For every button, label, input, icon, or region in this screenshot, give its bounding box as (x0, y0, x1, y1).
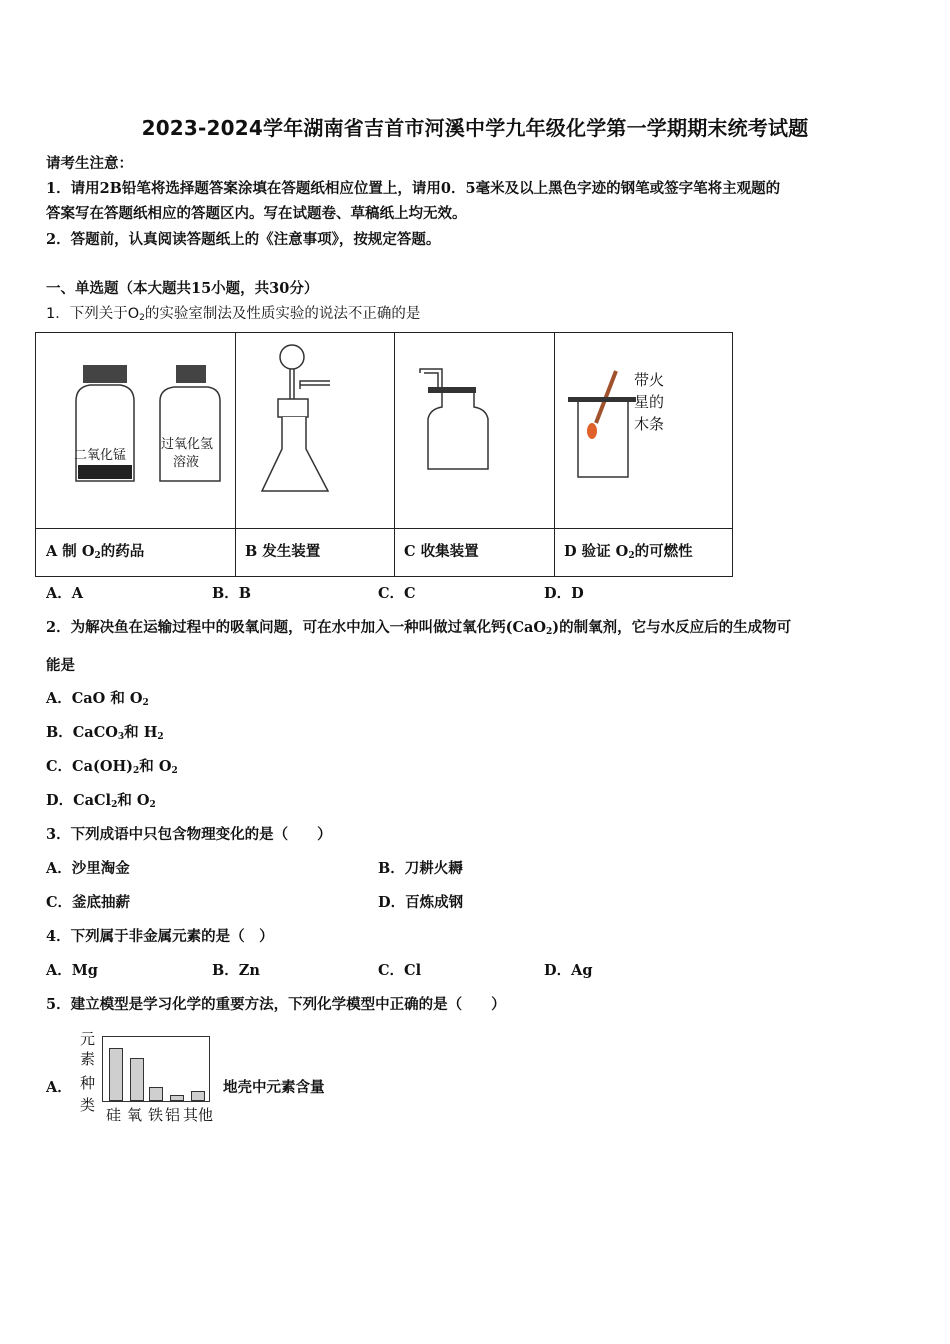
q4-option-a[interactable]: A．Mg (46, 962, 98, 979)
q3-option-c[interactable]: C．釜底抽薪 (46, 894, 131, 911)
notice-line-1a: 1．请用2B铅笔将选择题答案涂填在答题纸相应位置上，请用0．5毫米及以上黑色字迹的钢笔或签字笔将主观题的 (46, 180, 781, 197)
chart-bar-其他 (191, 1091, 205, 1101)
notice-line-1b: 答案写在答题纸相应的答题区内。写在试题卷、草稿纸上均无效。 (46, 205, 467, 222)
page-title: 2023-2024学年湖南省吉首市河溪中学九年级化学第一学期期末统考试题 (141, 116, 809, 140)
bottle-label-h2o2-a: 过氧化氢 (161, 437, 214, 452)
chart-xlabel-1: 氧 (127, 1106, 143, 1124)
q4-option-b[interactable]: B．Zn (212, 962, 260, 979)
q5-model-caption: 地壳中元素含量 (223, 1079, 325, 1096)
chart-ylabel-char-3: 种 (80, 1074, 96, 1092)
q1-option-b[interactable]: B．B (212, 585, 252, 602)
q2-option-a[interactable]: A．CaO 和 $O_2$ (46, 690, 149, 708)
q1-cell-c-label: C 收集装置 (404, 543, 479, 560)
element-content-bar-chart (102, 1036, 210, 1102)
q3-option-b[interactable]: B．刀耕火耨 (378, 860, 463, 877)
q2-option-b[interactable]: B．CaCO$_3$和 $H_2$ (46, 724, 164, 742)
bottle-label-h2o2-b: 溶液 (173, 455, 200, 470)
q3-stem: 3．下列成语中只包含物理变化的是（ ） (46, 826, 332, 843)
q4-stem: 4．下列属于非金属元素的是（ ） (46, 928, 274, 945)
q1-option-c[interactable]: C．C (378, 585, 416, 602)
generator-apparatus-illustration (256, 339, 376, 499)
q4-option-d[interactable]: D．Ag (544, 962, 593, 979)
q2-stem-line2: 能是 (46, 657, 75, 674)
q1-stem: 1．下列关于$O_2$的实验室制法及性质实验的说法不正确的是 (46, 306, 421, 323)
chart-ylabel-char-1: 元 (80, 1030, 96, 1048)
splint-label-c: 木条 (634, 415, 665, 433)
chart-xlabel-2: 铁 (148, 1106, 164, 1124)
q1-cell-b-label: B 发生装置 (245, 543, 321, 560)
q1-cell-a-label: A 制 $O_2$的药品 (46, 543, 145, 561)
q3-option-d[interactable]: D．百炼成钢 (378, 894, 464, 911)
q4-option-c[interactable]: C．Cl (378, 962, 422, 979)
bottle-label-mno2: 二氧化锰 (74, 448, 127, 463)
splint-label-b: 星的 (634, 393, 665, 411)
q2-option-c[interactable]: C．$Ca(OH)_2$和 $O_2$ (46, 758, 178, 776)
chart-ylabel-char-2: 素 (80, 1050, 96, 1068)
q2-stem-line1: 2．为解决鱼在运输过程中的吸氧问题，可在水中加入一种叫做过氧化钙(CaO$_2$)的制氧剂，它与水反应后的生成物可 (46, 619, 792, 637)
chart-bar-硅 (109, 1048, 123, 1101)
reagent-bottles-illustration (66, 361, 226, 486)
chart-xlabel-3: 铝 (165, 1106, 181, 1124)
chart-xlabel-0: 硅 (106, 1106, 122, 1124)
chart-xlabel-4: 其他 (183, 1106, 214, 1124)
splint-label-a: 带火 (634, 371, 665, 389)
notice-line-2: 2．答题前，认真阅读答题纸上的《注意事项》，按规定答题。 (46, 231, 441, 248)
q1-cell-d-label: D 验证 $O_2$的可燃性 (564, 543, 693, 561)
chart-bar-铁 (149, 1087, 163, 1101)
chart-bar-氧 (130, 1058, 144, 1101)
q1-option-d[interactable]: D．D (544, 585, 584, 602)
section-heading: 一、单选题（本大题共15小题，共30分） (46, 280, 319, 297)
q5-option-a-label[interactable]: A． (46, 1079, 72, 1096)
q5-stem: 5．建立模型是学习化学的重要方法，下列化学模型中正确的是（ ） (46, 996, 506, 1013)
q1-option-a[interactable]: A．A (46, 585, 84, 602)
notice-heading: 请考生注意： (46, 155, 133, 172)
collection-bottle-illustration (416, 363, 536, 483)
chart-ylabel-char-4: 类 (80, 1096, 96, 1114)
chart-bar-铝 (170, 1095, 184, 1101)
q1-figure-table (35, 332, 733, 577)
q3-option-a[interactable]: A．沙里淘金 (46, 860, 130, 877)
q2-option-d[interactable]: D．CaCl$_2$和 $O_2$ (46, 792, 156, 810)
